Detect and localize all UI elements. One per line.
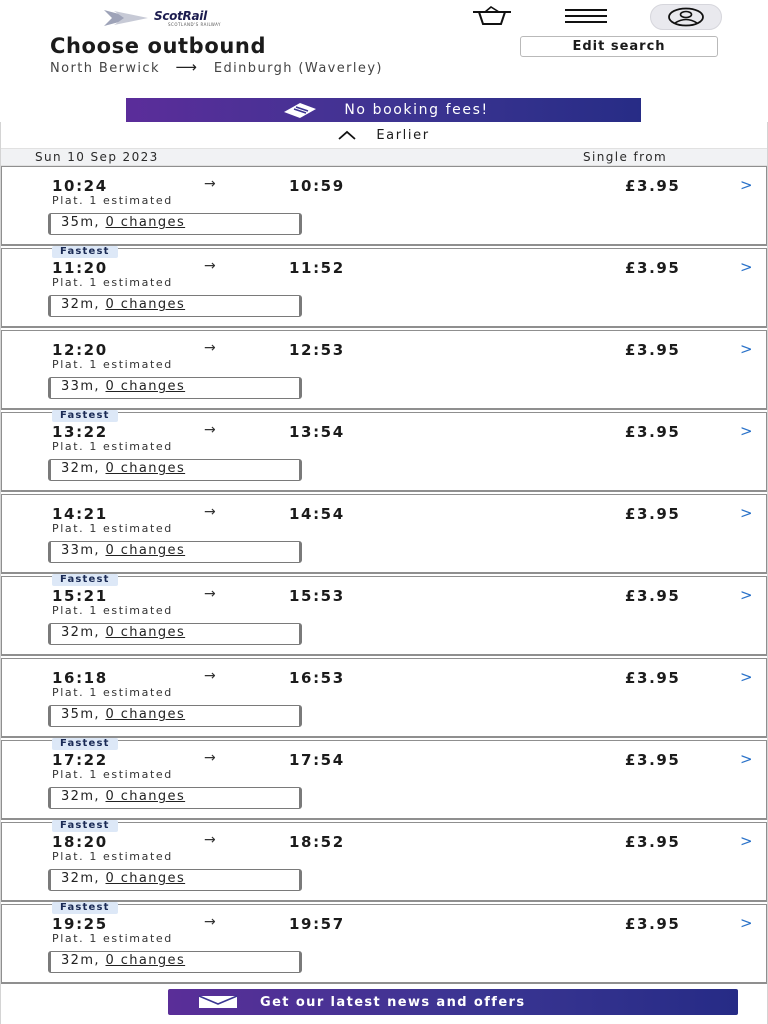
- arrival-time: 10:59: [289, 177, 345, 195]
- journey-list: [0, 122, 768, 1024]
- changes-link[interactable]: 0 changes: [105, 543, 186, 558]
- ticket-tag-icon: [278, 101, 322, 119]
- journey-row[interactable]: [1, 576, 767, 656]
- changes-link[interactable]: 0 changes: [105, 871, 186, 886]
- arrow-right-icon: →: [204, 258, 216, 274]
- duration-text: 33m,: [61, 543, 100, 558]
- platform-info: Plat. 1 estimated: [52, 276, 173, 289]
- changes-link[interactable]: 0 changes: [105, 461, 186, 476]
- changes-link[interactable]: 0 changes: [105, 379, 186, 394]
- earlier-journeys-button[interactable]: [1, 122, 767, 148]
- arrival-time: 15:53: [289, 587, 345, 605]
- changes-link[interactable]: 0 changes: [105, 789, 186, 804]
- duration-pill[interactable]: [48, 459, 302, 481]
- departure-time: 13:22: [52, 423, 108, 441]
- no-booking-fees-banner: [126, 98, 641, 122]
- journey-row[interactable]: [1, 412, 767, 492]
- fare-price: £3.95: [625, 341, 681, 359]
- duration-pill[interactable]: [48, 787, 302, 809]
- arrival-time: 12:53: [289, 341, 345, 359]
- arrow-right-icon: →: [204, 750, 216, 766]
- fare-price: £3.95: [625, 669, 681, 687]
- arrival-time: 11:52: [289, 259, 345, 277]
- fastest-badge: Fastest: [52, 902, 118, 914]
- chevron-right-icon[interactable]: >: [740, 422, 753, 440]
- changes-link[interactable]: 0 changes: [105, 215, 186, 230]
- duration-pill[interactable]: [48, 705, 302, 727]
- duration-pill[interactable]: [48, 623, 302, 645]
- fare-price: £3.95: [625, 833, 681, 851]
- duration-pill[interactable]: [48, 541, 302, 563]
- arrow-right-icon: →: [204, 832, 216, 848]
- chevron-right-icon[interactable]: >: [740, 668, 753, 686]
- journey-row[interactable]: [1, 822, 767, 902]
- fare-price: £3.95: [625, 505, 681, 523]
- arrow-right-icon: →: [204, 422, 216, 438]
- departure-time: 10:24: [52, 177, 108, 195]
- hamburger-menu-icon[interactable]: [560, 4, 612, 28]
- platform-info: Plat. 1 estimated: [52, 686, 173, 699]
- departure-time: 15:21: [52, 587, 108, 605]
- banner-text: No booking fees!: [344, 102, 489, 118]
- route-summary: [50, 58, 383, 76]
- mail-icon: [198, 995, 238, 1009]
- chevron-right-icon[interactable]: >: [740, 750, 753, 768]
- journey-row[interactable]: [1, 330, 767, 410]
- scotrail-saltire-icon: [104, 8, 152, 28]
- duration-text: 32m,: [61, 625, 100, 640]
- departure-time: 11:20: [52, 259, 108, 277]
- brand-name: ScotRail: [154, 9, 207, 23]
- journey-row[interactable]: [1, 166, 767, 246]
- fare-price: £3.95: [625, 915, 681, 933]
- chevron-right-icon[interactable]: >: [740, 258, 753, 276]
- fare-price: £3.95: [625, 751, 681, 769]
- departure-time: 16:18: [52, 669, 108, 687]
- promo-text: Get our latest news and offers: [260, 994, 526, 1010]
- page-title: Choose outbound: [50, 34, 267, 58]
- fastest-badge: Fastest: [52, 820, 118, 832]
- earlier-label: Earlier: [376, 127, 430, 143]
- duration-text: 32m,: [61, 297, 100, 312]
- arrow-right-icon: →: [204, 586, 216, 602]
- arrow-right-icon: →: [204, 340, 216, 356]
- departure-time: 18:20: [52, 833, 108, 851]
- platform-info: Plat. 1 estimated: [52, 932, 173, 945]
- site-header: [0, 0, 768, 34]
- duration-text: 32m,: [61, 789, 100, 804]
- chevron-right-icon[interactable]: >: [740, 176, 753, 194]
- fastest-badge: Fastest: [52, 246, 118, 258]
- origin-station: North Berwick: [50, 61, 160, 76]
- travel-date: Sun 10 Sep 2023: [35, 150, 159, 164]
- fastest-badge: Fastest: [52, 410, 118, 422]
- single-from-label: Single from: [583, 150, 668, 164]
- duration-pill[interactable]: [48, 377, 302, 399]
- edit-search-button[interactable]: Edit search: [520, 36, 718, 57]
- changes-link[interactable]: 0 changes: [105, 297, 186, 312]
- date-header: [1, 148, 767, 166]
- arrival-time: 14:54: [289, 505, 345, 523]
- duration-text: 32m,: [61, 461, 100, 476]
- arrow-right-icon: →: [204, 668, 216, 684]
- arrival-time: 19:57: [289, 915, 345, 933]
- fare-price: £3.95: [625, 587, 681, 605]
- platform-info: Plat. 1 estimated: [52, 850, 173, 863]
- changes-link[interactable]: 0 changes: [105, 707, 186, 722]
- chevron-right-icon[interactable]: >: [740, 504, 753, 522]
- account-icon[interactable]: [650, 4, 722, 30]
- platform-info: Plat. 1 estimated: [52, 768, 173, 781]
- arrow-right-icon: →: [204, 176, 216, 192]
- arrival-time: 16:53: [289, 669, 345, 687]
- brand-tagline: SCOTLAND'S RAILWAY: [168, 22, 221, 27]
- chevron-right-icon[interactable]: >: [740, 832, 753, 850]
- chevron-right-icon[interactable]: >: [740, 340, 753, 358]
- departure-time: 17:22: [52, 751, 108, 769]
- arrival-time: 13:54: [289, 423, 345, 441]
- duration-text: 35m,: [61, 707, 100, 722]
- platform-info: Plat. 1 estimated: [52, 522, 173, 535]
- destination-station: Edinburgh (Waverley): [213, 61, 383, 76]
- scotrail-logo[interactable]: [104, 8, 244, 28]
- changes-link[interactable]: 0 changes: [105, 625, 186, 640]
- fastest-badge: Fastest: [52, 738, 118, 750]
- platform-info: Plat. 1 estimated: [52, 440, 173, 453]
- fare-price: £3.95: [625, 423, 681, 441]
- duration-text: 32m,: [61, 871, 100, 886]
- fare-price: £3.95: [625, 259, 681, 277]
- duration-pill[interactable]: [48, 869, 302, 891]
- duration-pill[interactable]: [48, 295, 302, 317]
- journey-rows: [1, 166, 767, 984]
- arrival-time: 18:52: [289, 833, 345, 851]
- departure-time: 14:21: [52, 505, 108, 523]
- departure-time: 12:20: [52, 341, 108, 359]
- fastest-badge: Fastest: [52, 574, 118, 586]
- arrival-time: 17:54: [289, 751, 345, 769]
- arrow-right-icon: ⟶: [175, 58, 199, 76]
- journey-row[interactable]: [1, 904, 767, 984]
- chevron-up-icon: [338, 130, 356, 140]
- journey-row[interactable]: [1, 494, 767, 574]
- platform-info: Plat. 1 estimated: [52, 604, 173, 617]
- duration-pill[interactable]: [48, 951, 302, 973]
- journey-row[interactable]: [1, 248, 767, 328]
- fare-price: £3.95: [625, 177, 681, 195]
- newsletter-signup-button[interactable]: [168, 989, 738, 1015]
- departure-time: 19:25: [52, 915, 108, 933]
- platform-info: Plat. 1 estimated: [52, 194, 173, 207]
- arrow-right-icon: →: [204, 914, 216, 930]
- changes-link[interactable]: 0 changes: [105, 953, 186, 968]
- duration-pill[interactable]: [48, 213, 302, 235]
- duration-text: 35m,: [61, 215, 100, 230]
- chevron-right-icon[interactable]: >: [740, 914, 753, 932]
- journey-row[interactable]: [1, 740, 767, 820]
- duration-text: 33m,: [61, 379, 100, 394]
- basket-icon[interactable]: [466, 4, 518, 28]
- platform-info: Plat. 1 estimated: [52, 358, 173, 371]
- chevron-right-icon[interactable]: >: [740, 586, 753, 604]
- journey-row[interactable]: [1, 658, 767, 738]
- arrow-right-icon: →: [204, 504, 216, 520]
- duration-text: 32m,: [61, 953, 100, 968]
